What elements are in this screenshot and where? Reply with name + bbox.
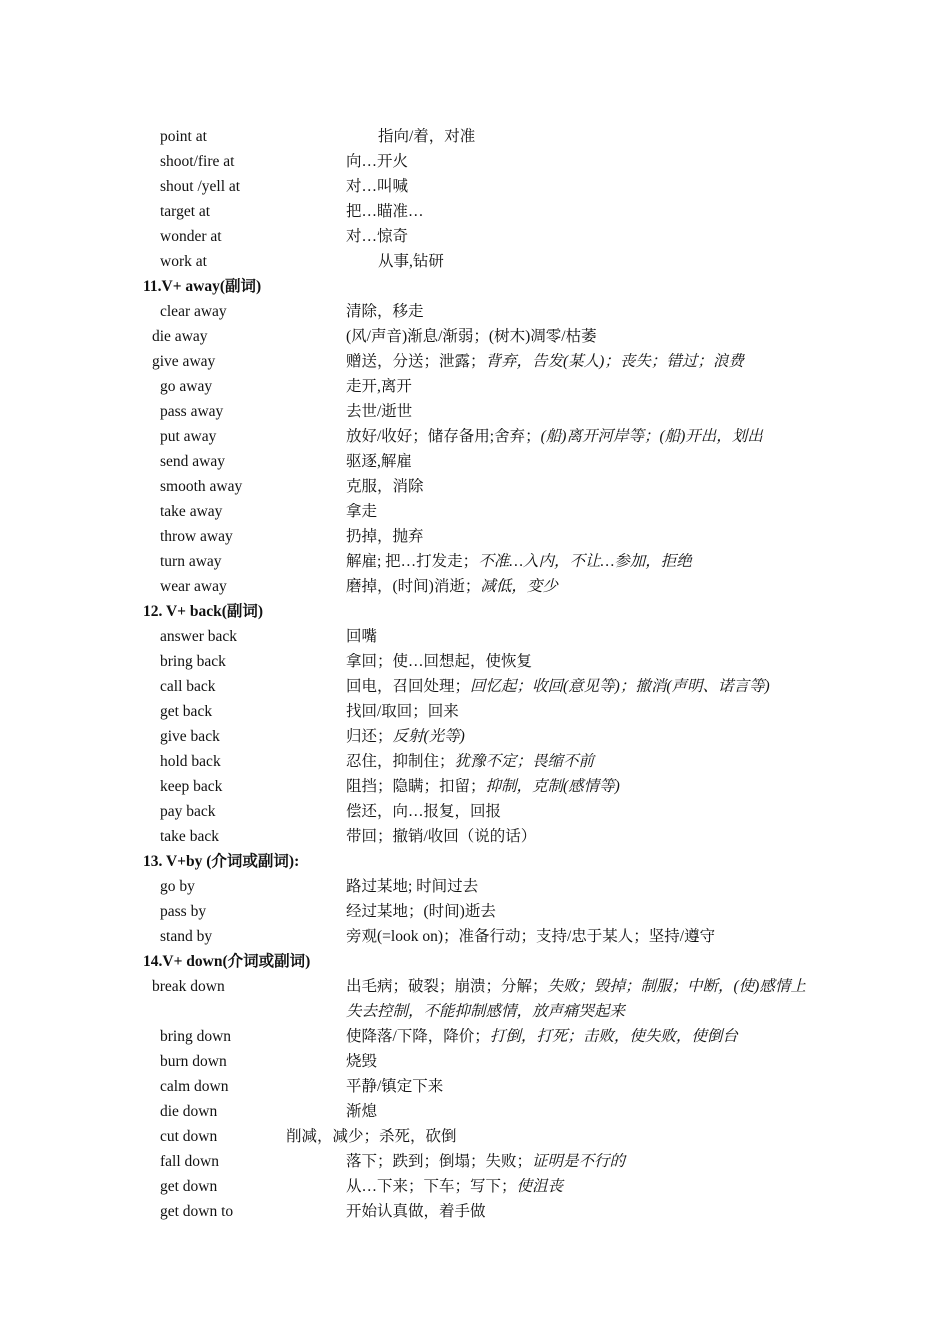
- phrase-term: bring back: [160, 653, 226, 670]
- list-item: [0, 1124, 950, 1149]
- list-item: [0, 424, 950, 449]
- phrase-term: pay back: [160, 803, 216, 820]
- phrase-term: get down to: [160, 1203, 234, 1220]
- list-item: [0, 474, 950, 499]
- phrase-term: wonder at: [160, 228, 222, 245]
- list-item: [0, 1024, 950, 1049]
- list-item: [0, 449, 950, 474]
- phrase-definition: 把…瞄准…: [346, 203, 424, 220]
- phrase-definition: 解雇; 把…打发走；不准…入内，不让…参加，拒绝: [346, 553, 692, 570]
- phrase-definition: 削减，减少；杀死，砍倒: [286, 1128, 457, 1145]
- phrase-term: take back: [160, 828, 219, 845]
- list-item: [0, 299, 950, 324]
- phrase-definition: 磨掉，(时间)消逝；减低，变少: [346, 578, 558, 595]
- phrase-definition: (风/声音)渐息/渐弱；(树木)凋零/枯萎: [346, 328, 597, 345]
- phrase-definition: 拿走: [346, 503, 378, 520]
- list-item: [0, 549, 950, 574]
- list-item: [0, 624, 950, 649]
- list-item: [0, 249, 950, 274]
- phrase-term: give back: [160, 728, 220, 745]
- list-item: [0, 349, 950, 374]
- list-item: [0, 674, 950, 699]
- phrase-definition: 放好/收好；储存备用;舍弃；(船)离开河岸等；(船)开出，划出: [346, 428, 763, 445]
- phrase-term: bring down: [160, 1028, 232, 1045]
- phrase-term: keep back: [160, 778, 223, 795]
- list-item: [0, 749, 950, 774]
- list-item: [0, 1099, 950, 1124]
- phrase-definition: 找回/取回；回来: [346, 703, 459, 720]
- phrase-definition: 忍住，抑制住；犹豫不定；畏缩不前: [346, 753, 595, 770]
- phrase-definition: 向…开火: [346, 153, 409, 170]
- phrase-term: give away: [152, 353, 216, 370]
- phrase-definition: 路过某地; 时间过去: [346, 878, 479, 895]
- list-item: [0, 224, 950, 249]
- phrase-term: call back: [160, 678, 216, 695]
- phrase-term: go by: [160, 878, 195, 895]
- list-item: [0, 574, 950, 599]
- phrase-term: pass away: [160, 403, 224, 420]
- phrase-term: hold back: [160, 753, 221, 770]
- phrase-definition: 回嘴: [346, 628, 378, 645]
- phrase-definition: 赠送，分送；泄露；背弃，告发(某人)；丧失；错过；浪费: [346, 353, 744, 370]
- phrase-definition: 偿还，向…报复，回报: [346, 803, 502, 820]
- phrase-definition: 旁观(=look on)；准备行动；支持/忠于某人；坚持/遵守: [346, 928, 716, 945]
- list-item: [0, 699, 950, 724]
- list-item: [0, 524, 950, 549]
- list-item: [0, 649, 950, 674]
- list-item: [0, 899, 950, 924]
- phrase-term: stand by: [160, 928, 213, 945]
- phrase-definition: 驱逐,解雇: [346, 453, 412, 470]
- phrase-definition: 从事,钻研: [378, 253, 444, 270]
- phrase-definition: 归还；反射(光等): [346, 728, 465, 745]
- phrase-term: wear away: [160, 578, 227, 595]
- section-heading: 12. V+ back(副词): [143, 603, 264, 620]
- phrase-definition: 对…惊奇: [346, 228, 409, 245]
- phrase-definition: 开始认真做，着手做: [346, 1203, 486, 1220]
- phrase-term: die down: [160, 1103, 218, 1120]
- list-item: [0, 174, 950, 199]
- phrase-definition: 拿回；使…回想起，使恢复: [346, 653, 533, 670]
- phrase-definition: 烧毁: [346, 1053, 378, 1070]
- phrase-definition: 扔掉，抛弃: [346, 528, 424, 545]
- phrase-definition: 带回；撤销/收回（说的话）: [346, 828, 537, 845]
- phrase-definition: 经过某地；(时间)逝去: [346, 903, 496, 920]
- phrase-definition: 出毛病；破裂；崩溃；分解；失败；毁掉；制服；中断，(使)感情上失去控制，不能抑制感情，放声痛哭起来: [346, 978, 806, 1020]
- list-item: [0, 199, 950, 224]
- phrase-definition: 克服，消除: [346, 478, 424, 495]
- list-item: [0, 1199, 950, 1224]
- phrase-term: calm down: [160, 1078, 229, 1095]
- phrase-term: break down: [152, 978, 225, 995]
- phrase-term: point at: [160, 128, 207, 145]
- phrase-definition: 走开,离开: [346, 378, 412, 395]
- phrase-term: fall down: [160, 1153, 219, 1170]
- list-item: [0, 324, 950, 349]
- phrase-term: take away: [160, 503, 223, 520]
- list-item: [0, 799, 950, 824]
- phrase-definition: 平静/镇定下来: [346, 1078, 444, 1095]
- list-item: [0, 499, 950, 524]
- phrase-term: get back: [160, 703, 213, 720]
- phrase-term: get down: [160, 1178, 218, 1195]
- phrase-definition: 清除，移走: [346, 303, 424, 320]
- phrase-term: go away: [160, 378, 213, 395]
- section-heading: 13. V+by (介词或副词):: [143, 853, 300, 870]
- section-heading: 11.V+ away(副词): [143, 278, 262, 295]
- list-item: [0, 1149, 950, 1174]
- phrase-definition: 回电，召回处理；回忆起；收回(意见等)；撤消(声明、诺言等): [346, 678, 770, 695]
- phrase-definition: 从…下来；下车；写下；使沮丧: [346, 1178, 564, 1195]
- phrase-term: send away: [160, 453, 225, 470]
- phrase-term: smooth away: [160, 478, 243, 495]
- phrase-term: burn down: [160, 1053, 227, 1070]
- phrase-definition: 阻挡；隐瞒；扣留；抑制，克制(感情等): [346, 778, 620, 795]
- phrase-definition: 去世/逝世: [346, 403, 413, 420]
- section-heading: 14.V+ down(介词或副词): [143, 953, 311, 970]
- phrase-term: put away: [160, 428, 217, 445]
- phrase-term: pass by: [160, 903, 207, 920]
- phrase-definition: 对…叫喊: [346, 178, 409, 195]
- phrase-definition: 指向/着，对准: [378, 128, 476, 145]
- list-item: [0, 374, 950, 399]
- list-item: [0, 1074, 950, 1099]
- phrase-term: target at: [160, 203, 211, 220]
- list-item: [0, 399, 950, 424]
- list-item: [0, 774, 950, 799]
- phrase-term: cut down: [160, 1128, 218, 1145]
- list-item: [0, 149, 950, 174]
- list-item: [0, 724, 950, 749]
- list-item: [0, 824, 950, 849]
- list-item: [0, 924, 950, 949]
- list-item: [0, 974, 950, 1024]
- list-item: [0, 124, 950, 149]
- phrase-term: shoot/fire at: [160, 153, 235, 170]
- phrase-term: clear away: [160, 303, 227, 320]
- phrase-term: throw away: [160, 528, 233, 545]
- phrase-term: answer back: [160, 628, 238, 645]
- phrase-definition: 使降落/下降，降价；打倒，打死；击败，使失败，使倒台: [346, 1028, 738, 1045]
- phrase-definition: 落下；跌到；倒塌；失败；证明是不行的: [346, 1153, 626, 1170]
- list-item: [0, 874, 950, 899]
- phrase-term: turn away: [160, 553, 222, 570]
- phrase-term: work at: [160, 253, 207, 270]
- phrase-term: die away: [152, 328, 208, 345]
- phrase-definition: 渐熄: [346, 1103, 378, 1120]
- list-item: [0, 1049, 950, 1074]
- phrase-term: shout /yell at: [160, 178, 241, 195]
- list-item: [0, 1174, 950, 1199]
